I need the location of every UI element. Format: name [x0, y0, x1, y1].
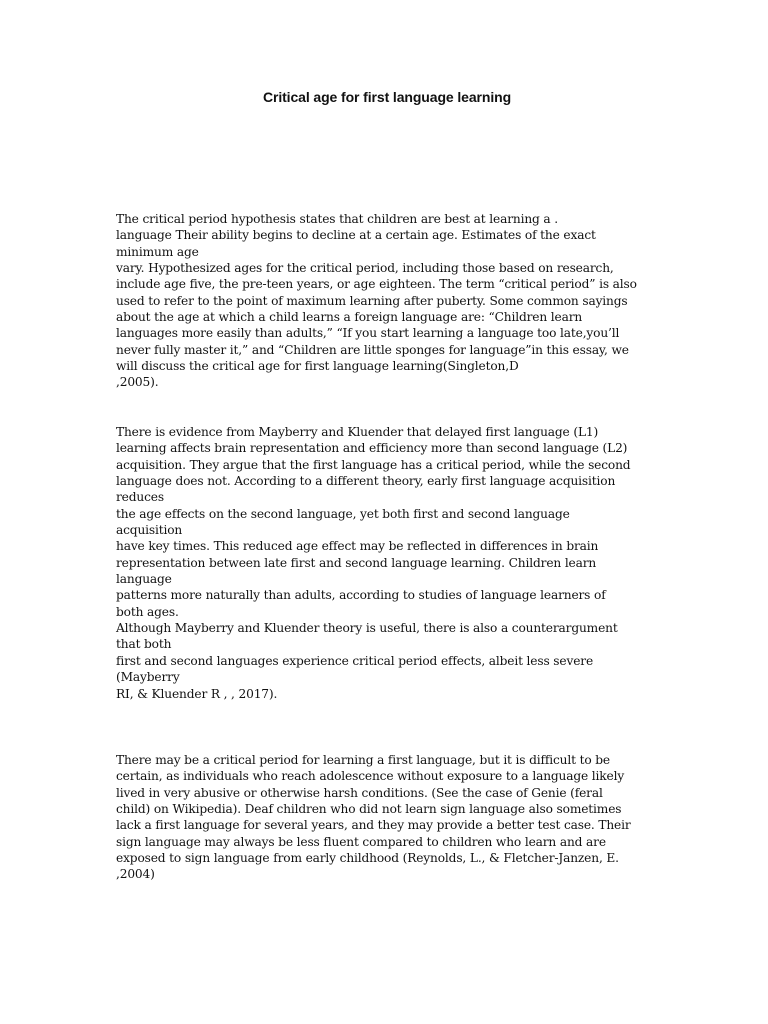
text-line: the age effects on the second language, yet both first and second language — [116, 506, 570, 521]
text-line: There is evidence from Mayberry and Kluender that delayed first language (L1) — [116, 425, 599, 439]
text-line: The critical period hypothesis states that children are best at learning a . — [116, 212, 558, 226]
paragraph-critical-period-hypothesis — [116, 211, 656, 391]
text-line: languages more easily than adults,” “If you start learning a language too late,you’ll — [116, 326, 620, 341]
text-line: learning affects brain representation and efficiency more than second language (L2) — [116, 441, 628, 456]
text-line: will discuss the critical age for first language learning(Singleton,D — [116, 359, 519, 374]
text-line: exposed to sign language from early childhood (Reynolds, L., & Fletcher-Janzen, E. — [116, 851, 619, 866]
text-line: first and second languages experience critical period effects, albeit less severe — [116, 653, 594, 668]
text-line: sign language may always be less fluent compared to children who learn and are — [116, 834, 606, 849]
text-line: about the age at which a child learns a foreign language are: “Children learn — [116, 310, 583, 325]
text-line: RI, & Kluender R , , 2017). — [116, 686, 278, 701]
text-line: language Their ability begins to decline at a certain age. Estimates of the exact — [116, 228, 596, 243]
text-line: lack a first language for several years, and they may provide a better test case. Their — [116, 818, 631, 833]
text-line: lived in very abusive or otherwise harsh conditions. (See the case of Genie (feral — [116, 785, 603, 800]
text-line: both ages. — [116, 604, 179, 619]
text-line: reduces — [116, 490, 164, 505]
paragraph-deaf-children-evidence — [116, 752, 656, 883]
text-line: acquisition. They argue that the first language has a critical period, while the second — [116, 457, 631, 472]
text-line: Although Mayberry and Kluender theory is useful, there is also a counterargument — [116, 621, 618, 636]
text-line: that both — [116, 637, 172, 652]
text-line: language — [116, 572, 172, 587]
document-title: Critical age for first language learning — [262, 89, 512, 105]
text-line: There may be a critical period for learning a first language, but it is difficult to be — [116, 753, 610, 767]
text-line: minimum age — [116, 244, 199, 259]
text-line: vary. Hypothesized ages for the critical period, including those based on research, — [116, 261, 614, 276]
text-line: patterns more naturally than adults, according to studies of language learners of — [116, 588, 606, 603]
text-line: representation between late first and second language learning. Children learn — [116, 555, 597, 570]
text-line: include age five, the pre-teen years, or age eighteen. The term “critical period” is also — [116, 277, 637, 292]
text-line: ,2004) — [116, 867, 155, 882]
text-line: child) on Wikipedia). Deaf children who did not learn sign language also sometimes — [116, 802, 622, 817]
text-line: used to refer to the point of maximum learning after puberty. Some common sayings — [116, 293, 628, 308]
text-line: acquisition — [116, 523, 183, 538]
text-line: ,2005). — [116, 375, 159, 390]
text-line: (Mayberry — [116, 670, 180, 685]
text-line: language does not. According to a different theory, early first language acquisition — [116, 474, 616, 489]
text-line: have key times. This reduced age effect may be reflected in differences in brain — [116, 539, 599, 554]
paragraph-mayberry-kluender — [116, 424, 656, 702]
text-line: certain, as individuals who reach adolescence without exposure to a language likely — [116, 769, 625, 784]
text-line: never fully master it,” and “Children are little sponges for language”in this essay, we — [116, 342, 629, 357]
